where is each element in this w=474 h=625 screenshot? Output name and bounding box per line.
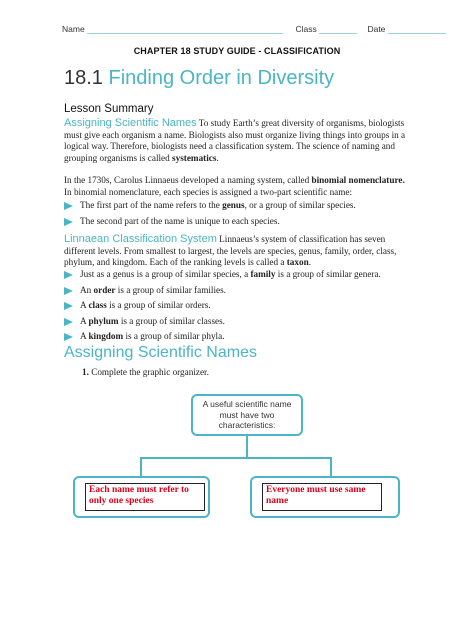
term-kingdom: kingdom <box>88 331 124 341</box>
lesson-summary-heading: Lesson Summary <box>64 103 154 115</box>
date-label: Date <box>367 24 386 34</box>
organizer-right-box <box>250 476 400 518</box>
linnaean-end: . <box>308 257 311 268</box>
right-answer-field[interactable]: Everyone must use same name <box>262 483 382 511</box>
bullet-text: Just as a genus is a group of similar species, a <box>80 269 251 279</box>
assigning-lead: Assigning Scientific Names <box>64 117 197 129</box>
bullet-text: is a group of similar phyla. <box>123 331 225 341</box>
term-family: family <box>250 269 276 279</box>
left-answer-field[interactable]: Each name must refer to only one species <box>85 483 205 511</box>
term-class: class <box>88 300 107 310</box>
term-genus: genus <box>222 200 245 210</box>
bullet-text: A <box>80 300 89 310</box>
term-order: order <box>93 284 116 295</box>
term-systematics: systematics <box>172 153 217 164</box>
bullet-text: is a group of similar families. <box>115 284 226 295</box>
term-taxon: taxon <box>286 257 309 268</box>
bullet-text: , or a group of similar species. <box>244 200 356 210</box>
bullet-text: A <box>80 331 89 341</box>
bullet-text: An <box>80 284 94 295</box>
question-text: Complete the graphic organizer. <box>88 367 209 377</box>
question-number: 1. <box>82 367 89 377</box>
class-label: Class <box>295 24 317 34</box>
bullet-text: is a group of similar genera. <box>275 269 381 279</box>
bullet-text: The second part of the name is unique to each species. <box>80 215 280 226</box>
binomial-text: In the 1730s, Carolus Linnaeus developed a naming system, called <box>64 175 312 185</box>
organizer-top-box: A useful scientific name must have two characteristics: <box>191 394 303 436</box>
organizer-left-box <box>73 476 210 518</box>
linnaean-text: Linnaeus’s system of classification has seven different levels. From smallest to largest, the levels are species, genus, family, order, class, phylum, and kingdom. Each of the ranking levels is called a <box>64 234 397 268</box>
assigning-end: . <box>216 153 219 164</box>
bullet-text: is a group of similar orders. <box>106 300 211 310</box>
activity-heading: Assigning Scientific Names <box>64 344 257 361</box>
section-name: Finding Order in Diversity <box>108 67 335 89</box>
section-number: 18.1 <box>64 67 103 89</box>
name-label: Name <box>62 24 85 34</box>
term-binomial: binomial nomenclature. <box>311 175 405 185</box>
term-phylum: phylum <box>88 315 119 326</box>
linnaean-lead: Linnaean Classification System <box>64 233 217 245</box>
bullet-text: A <box>80 315 89 326</box>
assigning-text: To study Earth’s great diversity of organisms, biologists must give each organism a name. Biologists also must organize living things into groups in a logical way. Therefore, biologists need a classification system. The science of naming and grouping organisms is called <box>64 118 406 164</box>
bullet-text: is a group of similar classes. <box>118 315 225 326</box>
binomial-text2: In binomial nomenclature, each species is assigned a two-part scientific name: <box>64 186 353 197</box>
bullet-text: The first part of the name refers to the <box>80 200 223 210</box>
chapter-title: CHAPTER 18 STUDY GUIDE - CLASSIFICATION <box>133 46 341 56</box>
